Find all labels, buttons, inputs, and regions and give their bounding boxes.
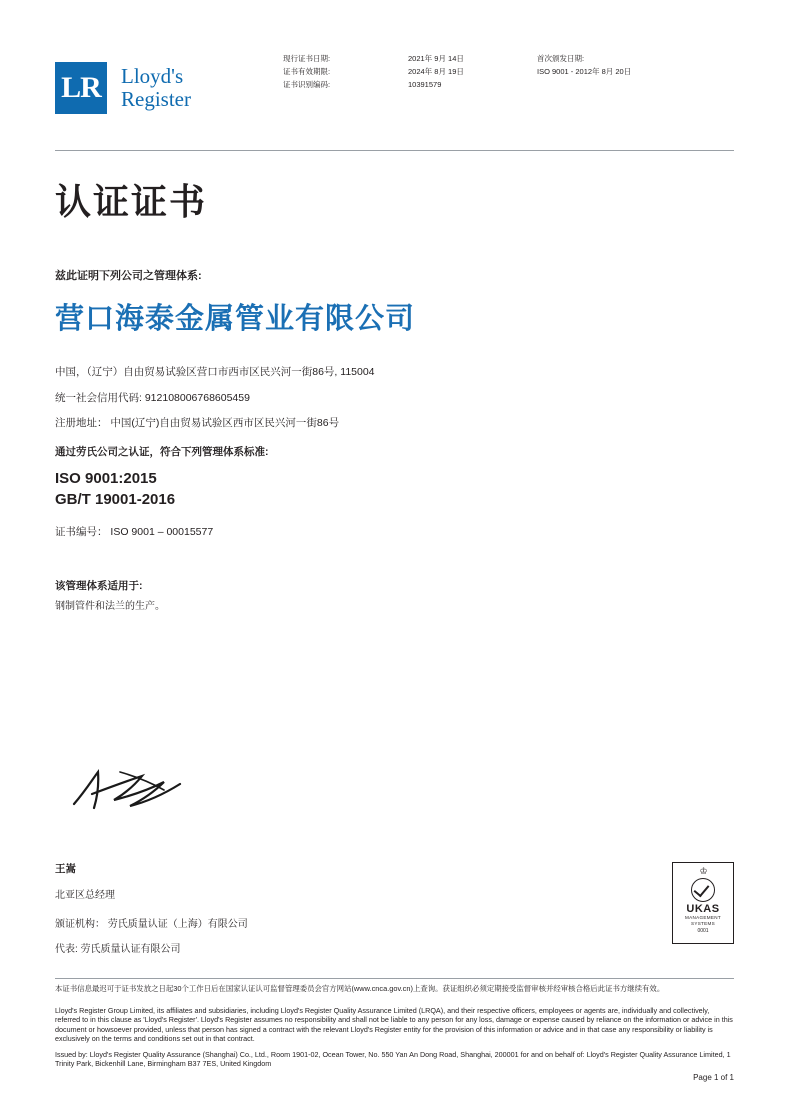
footer-paragraph-1: Lloyd's Register Group Limited, its affiliates and subsidiaries, including Lloyd's Register Quality Assurance Limited (LRQA), and their respective officers, employees or agents are, individually and collectively, referred to in this clause as 'Lloyd's Register'. Lloyd's Register assumes no responsibility and shall not be liable to any person for any loss, damage or expense caused by reliance on the information or advice in this document or howsoever provided, unless that person has signed a contract with the relevant Lloyd's Register entity for the provision of this information or advice and in that case any responsibility or liability is exclusively on the terms and conditions set out in that contract.	[55, 1006, 733, 1043]
lloyds-register-logo	[55, 62, 191, 114]
ukas-subtitle-line2: SYSTEMS	[690, 920, 716, 926]
scope-text: 钢制管件和法兰的生产。	[55, 601, 165, 612]
header-divider	[55, 150, 734, 151]
company-address: 中国，（辽宁）自由贸易试验区营口市西市区民兴河一街86号, 115004	[55, 366, 375, 378]
ukas-wordmark: UKAS	[686, 903, 720, 915]
label-validity: 证书有效期限:	[283, 67, 331, 76]
standard-item-iso: ISO 9001:2015	[55, 470, 157, 487]
meta-labels-right	[537, 52, 631, 78]
company-name: 营口海泰金属管业有限公司	[55, 303, 416, 335]
value-issue-date: 2021年 9月 14日	[408, 54, 464, 63]
scope-heading: 该管理体系适用于:	[55, 580, 143, 592]
ukas-accreditation-mark	[672, 862, 734, 944]
value-validity: 2024年 8月 19日	[408, 67, 464, 76]
footer-chinese-note: 本证书信息最迟可于证书发放之日起30个工作日后在国家认证认可监督管理委员会官方网站(www.cnca.gov.cn)上查询。获证组织必须定期接受监督审核并经审核合格后此证书方继续有效。	[55, 984, 665, 993]
certificate-header	[0, 0, 789, 150]
certificate-number: 证书编号： ISO 9001 – 00015577	[55, 526, 214, 538]
signatory-role: 北亚区总经理	[55, 890, 115, 901]
check-mark-icon	[691, 878, 715, 902]
label-issue-date: 现行证书日期:	[283, 54, 331, 63]
page-title: 认证证书	[55, 181, 208, 222]
footer-paragraph-2: Issued by: Lloyd's Register Quality Assurance (Shanghai) Co., Ltd., Room 1901-02, Ocean Tower, No. 550 Yan An Dong Road, Shanghai, 200001 for and on behalf of: Lloyd's Register Quality Assurance Limited, 1 Trinity Park, Bickenhill Lane, Birmingham B37 7ES, United Kingdom	[55, 1050, 731, 1069]
label-first-issue: 首次颁发日期:	[537, 54, 585, 63]
signatory-name: 王嵩	[55, 863, 76, 875]
footer-divider	[55, 978, 734, 979]
footer-english-note	[55, 1006, 734, 1069]
issuing-body: 颁证机构： 劳氏质量认证（上海）有限公司	[55, 919, 248, 930]
lead-statement: 兹此证明下列公司之管理体系:	[55, 270, 202, 282]
ukas-number: 0001	[697, 928, 709, 934]
on-behalf-of: 代表: 劳氏质量认证有限公司	[55, 944, 181, 955]
brand-name-line1: Lloyd's	[121, 64, 184, 88]
standard-item-gbt: GB/T 19001-2016	[55, 491, 176, 508]
standards-list	[55, 468, 175, 510]
crown-icon: ♔	[699, 866, 707, 876]
approval-statement: 通过劳氏公司之认证，符合下列管理体系标准:	[55, 446, 269, 458]
lr-monogram-text: LR	[61, 71, 101, 104]
signature-image	[68, 760, 208, 820]
brand-name	[121, 65, 191, 111]
lr-monogram-icon	[55, 62, 107, 114]
value-first-issue: ISO 9001 - 2012年 8月 20日	[537, 67, 632, 76]
value-identity-code: 10391579	[408, 80, 442, 89]
meta-values-left	[408, 52, 464, 91]
label-identity-code: 证书识别编码:	[283, 80, 331, 89]
brand-name-line2: Register	[121, 87, 191, 111]
registered-address: 注册地址： 中国(辽宁)自由贸易试验区西市区民兴河一街86号	[55, 417, 340, 429]
ukas-subtitle-line1: MANAGEMENT	[685, 915, 721, 920]
meta-labels-left	[283, 52, 330, 91]
page-number: Page 1 of 1	[693, 1073, 734, 1082]
credit-code: 统一社会信用代码: 912108006768605459	[55, 392, 250, 404]
